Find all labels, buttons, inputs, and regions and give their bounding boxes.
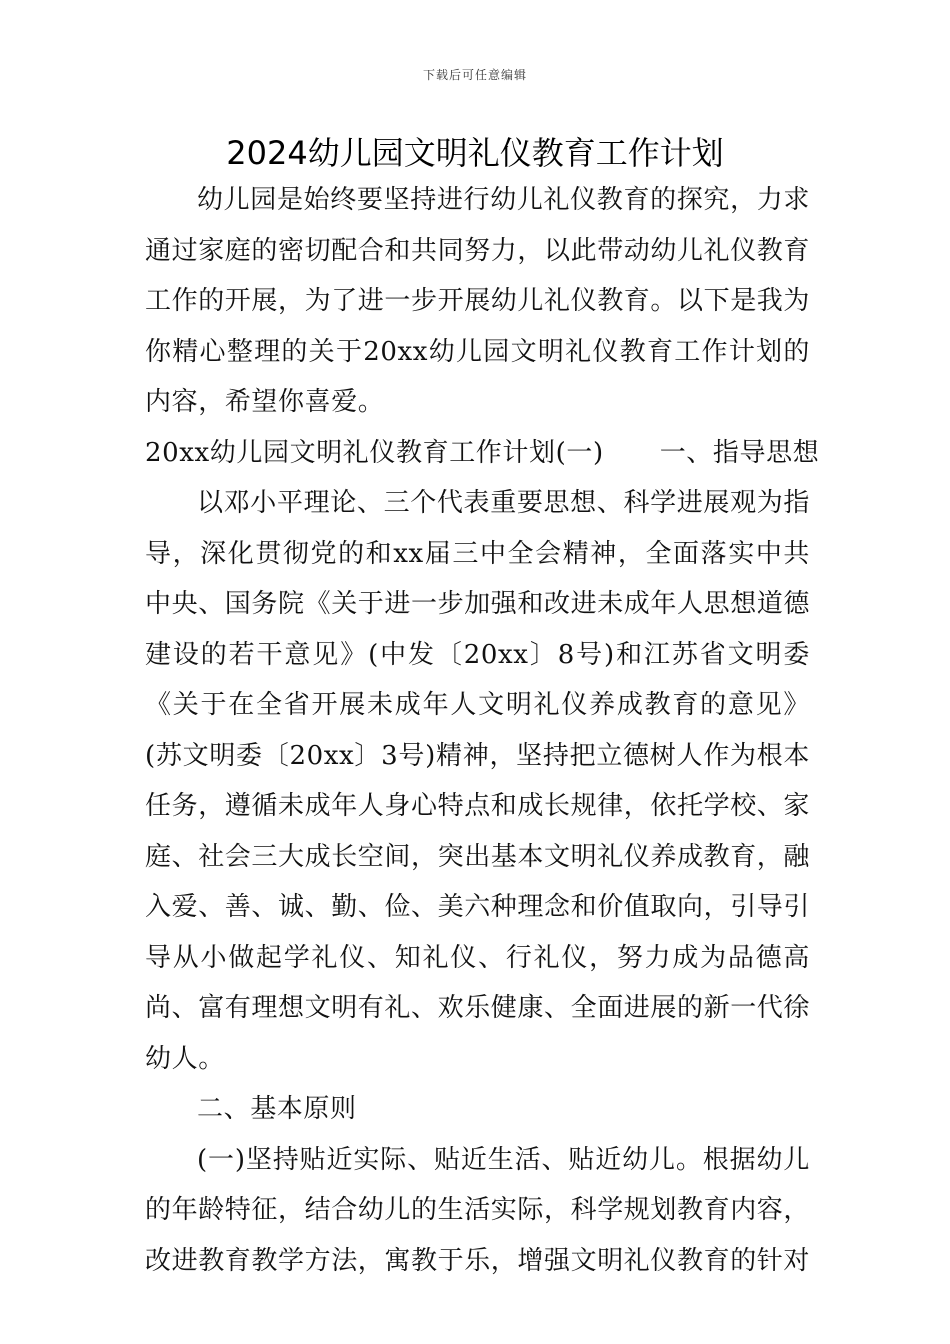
document-title: 2024幼儿园文明礼仪教育工作计划 (226, 134, 724, 172)
section2-heading: 二、基本原则 (197, 1094, 357, 1124)
part-heading: 20xx幼儿园文明礼仪教育工作计划(一) (145, 437, 604, 468)
intro-paragraph: 幼儿园是始终要坚持进行幼儿礼仪教育的探究，力求通过家庭的密切配合和共同努力，以此带动幼儿礼仪教育工作的开展，为了进一步开展幼儿礼仪教育。以下是我为你精心整理的关于20xx幼儿园文明礼仪教育工作计划的内容，希望你喜爱。 (145, 185, 811, 417)
document-body (145, 175, 820, 1286)
section1-paragraph: 以邓小平理论、三个代表重要思想、科学进展观为指导，深化贯彻党的和xx届三中全会精神，全面落实中共中央、国务院《关于进一步加强和改进未成年人思想道德建设的若干意见》(中发〔20xx〕8号)和江苏省文明委《关于在全省开展未成年人文明礼仪养成教育的意见》(苏文明委〔20xx〕3号)精神，坚持把立德树人作为根本任务，遵循未成年人身心特点和成长规律，依托学校、家庭、社会三大成长空间，突出基本文明礼仪养成教育，融入爱、善、诚、勤、俭、美六种理念和价值取向，引导引导从小做起学礼仪、知礼仪、行礼仪，努力成为品德高尚、富有理想文明有礼、欢乐健康、全面进展的新一代徐幼人。 (145, 488, 811, 1074)
part-heading-line (145, 428, 820, 479)
header-note: 下载后可任意编辑 (422, 68, 527, 82)
section1-heading: 一、指导思想 (659, 437, 820, 468)
section2-item1-paragraph: (一)坚持贴近实际、贴近生活、贴近幼儿。根据幼儿的年龄特征，结合幼儿的生活实际，科学规划教育内容，改进教育教学方法，寓教于乐，增强文明礼仪教育的针对 (145, 1144, 811, 1276)
